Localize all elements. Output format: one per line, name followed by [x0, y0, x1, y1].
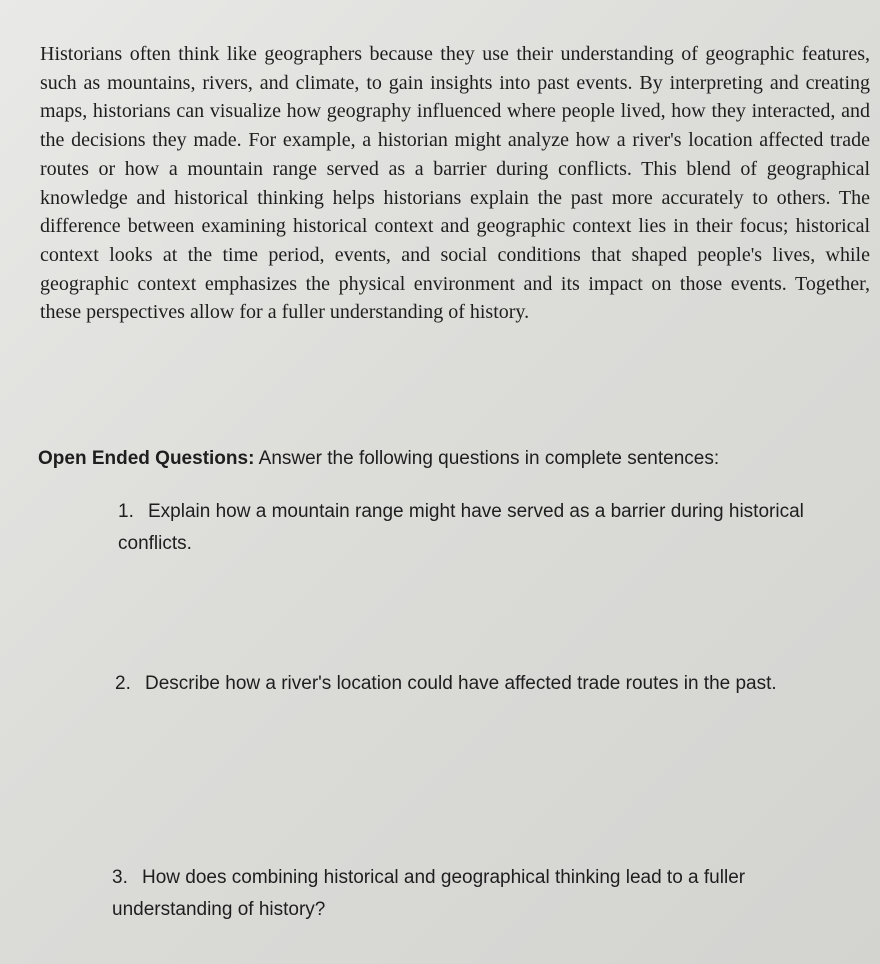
question-2 — [115, 668, 855, 700]
question-number: 1. — [118, 501, 134, 522]
instructions — [38, 446, 868, 472]
instructions-text: Answer the following questions in complete sentences: — [258, 448, 720, 469]
instructions-heading: Open Ended Questions: — [38, 448, 255, 469]
reading-passage: Historians often think like geographers because they use their understanding of geographic features, such as mountains, rivers, and climate, to gain insights into past events. By interpreting and creating maps, historians can visualize how geography influenced where people lived, how they interacted, and the decisions they made. For example, a historian might analyze how a river's location affected trade routes or how a mountain range served as a barrier during conflicts. This blend of geographical knowledge and historical thinking helps historians explain the past more accurately to others. The difference between examining historical context and geographic context lies in their focus; historical context looks at the time period, events, and social conditions that shaped people's lives, while geographic context emphasizes the physical environment and its impact on those events. Together, these perspectives allow for a fuller understanding of history. — [40, 43, 870, 324]
question-number: 2. — [115, 673, 131, 694]
question-text: Explain how a mountain range might have served as a barrier during historical conflicts. — [118, 501, 804, 554]
question-3 — [112, 862, 842, 926]
question-text: How does combining historical and geographical thinking lead to a fuller understanding of history? — [112, 867, 746, 920]
question-text: Describe how a river's location could have affected trade routes in the past. — [145, 673, 777, 694]
question-1 — [118, 496, 848, 560]
question-number: 3. — [112, 867, 128, 888]
